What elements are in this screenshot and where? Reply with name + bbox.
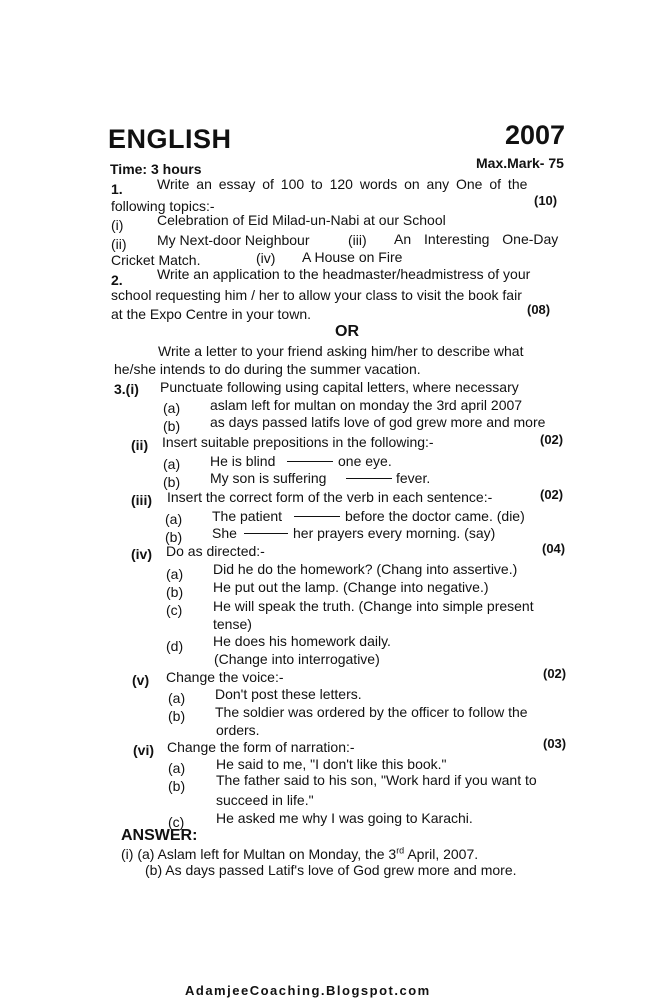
q2-line3: at the Expo Centre in your town. xyxy=(111,306,311,322)
q3-vi-instruction: Change the form of narration:- xyxy=(167,739,355,755)
q3-v-marks: (02) xyxy=(543,666,567,681)
q3-iv-a: Did he do the homework? (Chang into assertive.) xyxy=(213,561,518,577)
q2-or: OR xyxy=(335,323,359,340)
q3-vi-c-label: (c) xyxy=(168,814,185,830)
max-mark: Max.Mark- 75 xyxy=(476,155,564,171)
q1-topic-iv: A House on Fire xyxy=(302,249,403,265)
q3-iv-b: He put out the lamp. (Change into negative.) xyxy=(213,579,489,595)
answer-heading: ANSWER: xyxy=(121,827,198,844)
q1-topic-ii-num: (ii) xyxy=(111,236,127,252)
q3-ii-a-blank xyxy=(287,461,333,462)
q3-vi-a-label: (a) xyxy=(168,760,186,776)
footer-watermark: AdamjeeCoaching.Blogspot.com xyxy=(185,983,431,998)
q3-v-b-label: (b) xyxy=(168,708,186,724)
q3-i-number: 3.(i) xyxy=(114,381,139,397)
q3-i-a-label: (a) xyxy=(163,400,181,416)
q3-ii-number: (ii) xyxy=(131,437,149,453)
q1-topic-ii: My Next-door Neighbour xyxy=(157,232,310,248)
q3-iii-b-part1: She xyxy=(212,525,237,541)
q3-iv-marks: (04) xyxy=(542,541,566,556)
q3-iv-c-line1: He will speak the truth. (Change into simple present xyxy=(213,598,534,614)
q3-iii-number: (iii) xyxy=(131,492,152,508)
q3-ii-b-label: (b) xyxy=(163,474,181,490)
q3-ii-a-label: (a) xyxy=(163,456,181,472)
answer-line1 xyxy=(121,846,478,863)
answer-line1-sup: rd xyxy=(396,845,405,856)
q2-marks: (08) xyxy=(527,302,551,317)
q2-line1: Write an application to the headmaster/headmistress of your xyxy=(157,266,531,282)
q3-vi-b-label: (b) xyxy=(168,778,186,794)
q1-topic-i: Celebration of Eid Milad-un-Nabi at our School xyxy=(157,212,446,228)
q1-topic-iii-num: (iii) xyxy=(348,232,367,248)
q3-v-a-label: (a) xyxy=(168,690,186,706)
q3-iv-c-label: (c) xyxy=(166,602,183,618)
q3-iii-b-blank xyxy=(244,533,288,534)
q1-number: 1. xyxy=(111,181,123,197)
q3-iv-instruction: Do as directed:- xyxy=(166,543,265,559)
q3-iii-a-label: (a) xyxy=(165,511,183,527)
q3-ii-b-part1: My son is suffering xyxy=(210,470,327,486)
q3-iii-b-part2: her prayers every morning. (say) xyxy=(293,525,496,541)
q3-iv-d-line1: He does his homework daily. xyxy=(213,633,391,649)
q1-topic-iv-num: (iv) xyxy=(256,250,276,266)
q3-vi-b-line2: succeed in life." xyxy=(216,792,314,808)
q3-ii-a-part1: He is blind xyxy=(210,453,276,469)
q1-topic-i-num: (i) xyxy=(111,217,124,233)
q3-iv-number: (iv) xyxy=(131,546,152,562)
q3-vi-marks: (03) xyxy=(543,736,567,751)
q3-vi-number: (vi) xyxy=(133,742,154,758)
q1-topic-iii-a: An Interesting One-Day xyxy=(394,231,559,247)
q3-ii-marks: (02) xyxy=(540,432,564,447)
q3-ii-b-blank xyxy=(346,478,392,479)
q3-iii-a-part2: before the doctor came. (die) xyxy=(345,508,525,524)
q3-i-instruction: Punctuate following using capital letters, where necessary xyxy=(160,379,519,395)
q1-line2: following topics:- xyxy=(111,198,215,214)
q1-topic-iii-b: Cricket Match. xyxy=(111,252,201,268)
q3-iv-c-line2: tense) xyxy=(213,616,252,632)
q3-ii-b-part2: fever. xyxy=(396,470,431,486)
q3-i-a: aslam left for multan on monday the 3rd april 2007 xyxy=(210,397,523,413)
q2-alt-line2: he/she intends to do during the summer vacation. xyxy=(114,361,421,377)
q3-iii-instruction: Insert the correct form of the verb in each sentence:- xyxy=(167,489,493,505)
answer-line1-post: April, 2007. xyxy=(404,846,479,862)
answer-line2: (b) As days passed Latif's love of God grew more and more. xyxy=(145,862,517,878)
q3-vi-b-line1: The father said to his son, "Work hard if you want to xyxy=(216,772,537,788)
subject-title: ENGLISH xyxy=(108,124,232,154)
q3-iii-a-part1: The patient xyxy=(212,508,283,524)
q3-ii-a-part2: one eye. xyxy=(338,453,392,469)
q3-vi-c: He asked me why I was going to Karachi. xyxy=(216,810,473,826)
q3-iii-b-label: (b) xyxy=(165,529,183,545)
q3-v-number: (v) xyxy=(132,672,150,688)
time-allowed: Time: 3 hours xyxy=(110,161,202,177)
q3-iii-a-blank xyxy=(294,516,340,517)
q1-line1: Write an essay of 100 to 120 words on any One of the xyxy=(157,176,528,192)
q3-iv-d-label: (d) xyxy=(166,638,184,654)
q2-line2: school requesting him / her to allow your class to visit the book fair xyxy=(111,287,522,303)
q3-v-instruction: Change the voice:- xyxy=(166,669,284,685)
q1-marks: (10) xyxy=(534,193,558,208)
q3-v-b-line2: orders. xyxy=(216,722,260,738)
q3-iv-d-line2: (Change into interrogative) xyxy=(214,651,380,667)
q3-iv-a-label: (a) xyxy=(166,566,184,582)
q3-v-a: Don't post these letters. xyxy=(215,686,362,702)
exam-year: 2007 xyxy=(505,120,566,150)
answer-line1-pre: (i) (a) Aslam left for Multan on Monday, the 3 xyxy=(121,846,397,862)
q3-i-b-label: (b) xyxy=(163,418,181,434)
q3-vi-a: He said to me, "I don't like this book." xyxy=(216,756,447,772)
q3-ii-instruction: Insert suitable prepositions in the following:- xyxy=(162,434,434,450)
q3-v-b-line1: The soldier was ordered by the officer to follow the xyxy=(215,704,528,720)
q3-iv-b-label: (b) xyxy=(166,584,184,600)
q3-iii-marks: (02) xyxy=(540,487,564,502)
q3-i-b: as days passed latifs love of god grew more and more xyxy=(210,414,546,430)
q2-number: 2. xyxy=(111,272,123,288)
q2-alt-line1: Write a letter to your friend asking him/her to describe what xyxy=(158,343,524,359)
